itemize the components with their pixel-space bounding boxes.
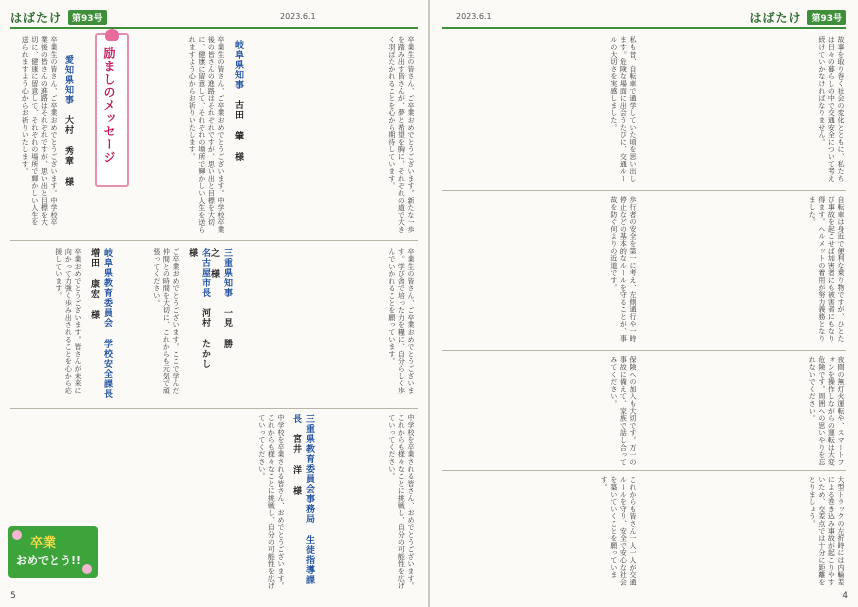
divider — [442, 350, 846, 351]
article-column: これからも皆さん一人一人が交通ルールを守り、安全で安心な社会を築いていくことを願っています。 — [600, 476, 637, 586]
article-column: 歩行者の安全を第一に考え、左側通行や一時停止などの基本的なルールを守ることが、事故を防ぐ何よりの近道です。 — [609, 196, 637, 342]
header-date: 2023.6.1 — [280, 12, 316, 21]
flower-icon — [12, 530, 22, 540]
message-body: 卒業生の皆さん、ご卒業おめでとうございます。学び舎で培った力を糧に、自分らしく歩んでいかれることを願っています。 — [387, 248, 415, 394]
encouragement-heading-box — [95, 33, 129, 187]
flower-icon — [82, 564, 92, 574]
newsletter-title: はばたけ — [10, 10, 63, 25]
message-org: 岐阜県知事 — [233, 40, 243, 90]
divider — [442, 470, 846, 471]
message-signature — [88, 248, 114, 408]
message-name: 河村 たかし 様 — [187, 248, 210, 369]
section-heading: 励ましのメッセージ — [102, 47, 116, 164]
page-header — [749, 9, 846, 25]
article-column: 故事を取り巻く社会の変化とともに、私たちは日々の暮らしの中で交通安全について考え続けていかなければなりません。 — [817, 36, 845, 182]
message-signature — [62, 55, 75, 225]
newsletter-title: はばたけ — [749, 10, 802, 25]
article-column: 自転車は身近で便利な乗り物ですが、ひとたび事故を起こせば加害者にも被害者にもなり得ます。ヘルメットの着用が努力義務となりました。 — [808, 196, 845, 342]
ribbon-icon — [105, 29, 119, 41]
message-body: ご卒業おめでとうございます。ここで学んだ仲間との時間を大切に、これからも元気で頑張ってください。 — [152, 248, 180, 394]
graduation-badge — [8, 526, 98, 578]
message-body: 卒業生の皆さん、ご卒業おめでとうございます。新たな一歩を踏み出す皆さんが、夢と希望を胸に、それぞれの道で大きく羽ばたかれることを心から期待しています。 — [387, 36, 415, 234]
message-body-continued: 中学校を卒業される皆さん、おめでとうございます。これからも様々なことに挑戦し、自分の可能性を広げていってください。 — [257, 414, 285, 590]
message-org: 三重県知事 — [222, 248, 232, 298]
page-number: 5 — [10, 591, 16, 601]
message-org: 愛知県知事 — [63, 55, 73, 105]
article-column: 大型トラックの左折時には内輪差による巻き込み事故が起こりやすいため、交差点では十分に距離をとりましょう。 — [808, 476, 845, 586]
badge-line-1: 卒業 — [30, 536, 57, 551]
message-signature — [186, 248, 212, 378]
message-body: 卒業生の皆さん、ご卒業おめでとうございます。中学校卒業後の皆さんの進路はそれぞれですが、思い出と目標を大切に、健康に留意して、それぞれの場所で輝かしい人生を送られますよう心からお祈りいたします。 — [188, 36, 225, 234]
issue-badge: 第93号 — [807, 10, 846, 25]
message-name: 宮井 洋 様 — [291, 434, 301, 496]
issue-badge: 第93号 — [68, 10, 107, 25]
article-column: 保険への加入も大切です。万一の事故に備えて、家族で話し合ってみてください。 — [609, 356, 637, 466]
page-header — [10, 9, 107, 25]
divider — [442, 190, 846, 191]
message-org: 名古屋市長 — [200, 248, 210, 298]
message-name: 大村 秀章 様 — [63, 115, 73, 187]
divider — [10, 408, 418, 409]
article-column: 私も昔、自転車で通学していた頃を思い出します。危険な場面に出会うたびに、交通ルールの大切さを実感しました。 — [609, 36, 637, 182]
header-rule — [10, 27, 418, 29]
message-signature — [232, 40, 245, 170]
page-left — [0, 0, 428, 607]
message-body: 卒業おめでとうございます。皆さんが未来に向かって力強く歩み出されることを心から応援しています。 — [54, 248, 82, 394]
message-body: 中学校を卒業される皆さん、おめでとうございます。これからも様々なことに挑戦し、自分の可能性を広げていってください。 — [387, 414, 415, 590]
header-rule — [442, 27, 846, 29]
message-name: 古田 肇 様 — [233, 100, 243, 162]
page-right — [430, 0, 858, 607]
header-date: 2023.6.1 — [456, 12, 492, 21]
message-org: 三重県教育委員会事務局 生徒指導課長 — [291, 414, 314, 585]
message-org: 岐阜県教育委員会 学校安全課長 — [102, 248, 112, 399]
message-body-continued: 卒業生の皆さん、ご卒業おめでとうございます。中学校卒業後の皆さんの進路はそれぞれですが、思い出と目標を大切に、健康に留意して、それぞれの場所で輝かしい人生を送られますよう心からお祈りいたします。 — [21, 36, 58, 226]
message-name: 増田 康宏 様 — [89, 248, 99, 320]
page-number: 4 — [842, 591, 848, 601]
badge-line-2: おめでとう!! — [16, 554, 82, 567]
message-name: 一見 勝之 様 — [209, 248, 232, 349]
divider — [10, 240, 418, 241]
article-column: 夜間の無灯火運転や、スマートフォンを操作しながらの運転は大変危険です。周囲への思いやりを忘れないでください。 — [808, 356, 845, 466]
